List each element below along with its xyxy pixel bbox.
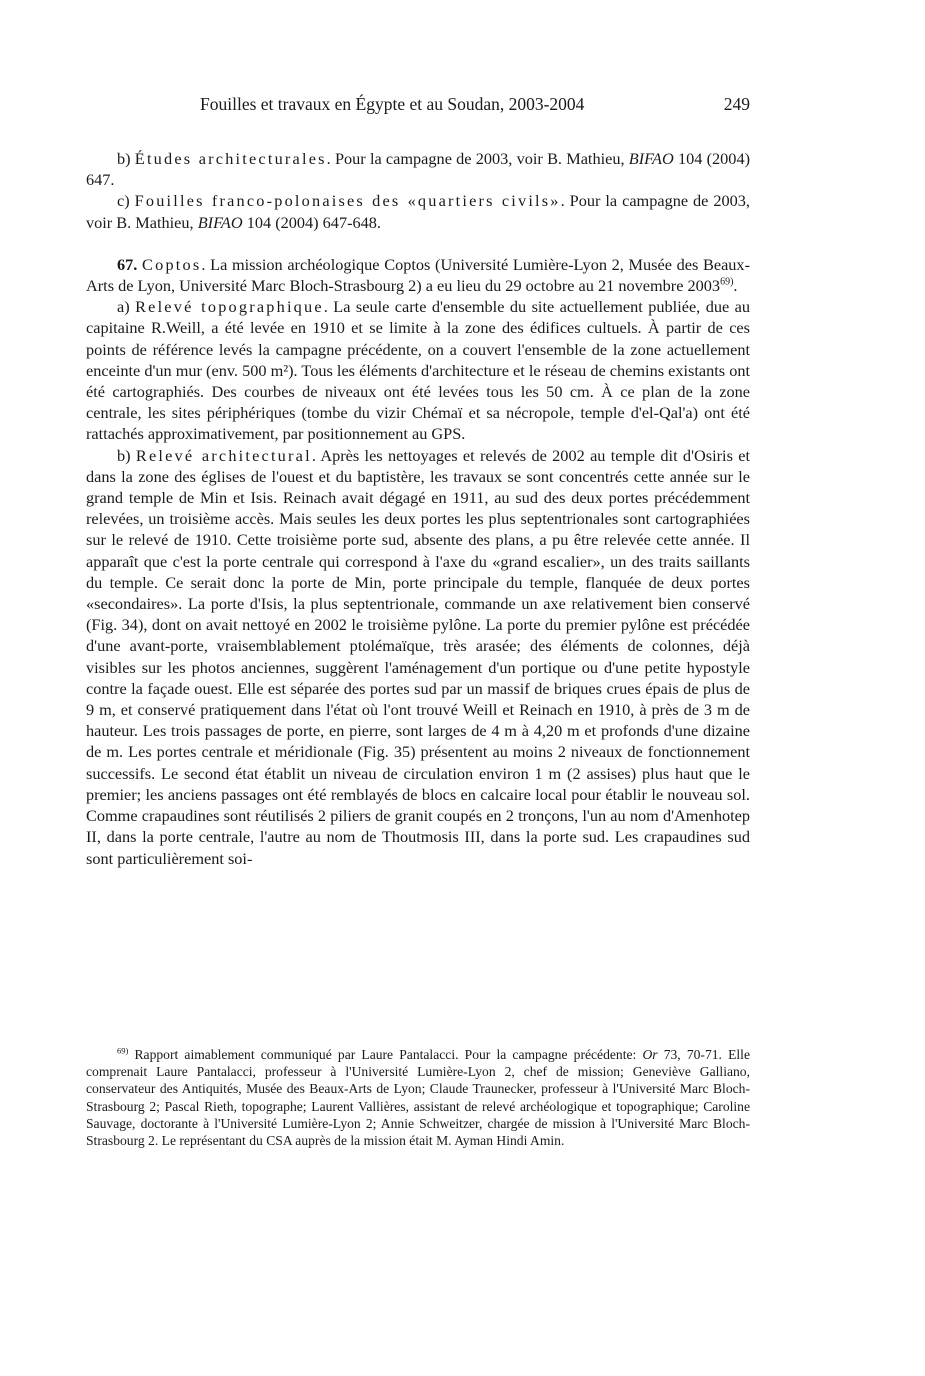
paragraph-text: 104 (2004) 647.	[86, 149, 751, 190]
paragraph-a-releve-topo	[86, 296, 750, 444]
site-name: Coptos	[142, 254, 202, 274]
journal-title: Or	[642, 1047, 658, 1062]
journal-title: BIFAO	[628, 149, 674, 168]
paragraph-coptos-intro	[86, 254, 750, 296]
spaced-heading: Relevé architectural	[135, 445, 312, 465]
spaced-heading: Relevé topographique	[135, 297, 324, 317]
footnote-reference: 69)	[720, 276, 734, 288]
footnote-69	[86, 1046, 750, 1149]
paragraph-text: . La mission archéologique Coptos (Université Lumière-Lyon 2, Musée des Beaux-Arts de Lyon, Université Marc Bloch-Strasbourg 2) a eu lieu du 29 octobre au 21 novembre 2003	[86, 254, 750, 296]
footnote-mark: 69)	[117, 1045, 129, 1056]
spaced-heading: Études architecturales	[134, 149, 327, 168]
paragraph-b-releve-archi	[86, 445, 750, 869]
footnote-text: Rapport aimablement communiqué par Laure Pantalacci. Pour la campagne précédente:	[128, 1047, 643, 1062]
paragraph-text: . Pour la campagne de 2003, voir B. Mathieu,	[326, 149, 629, 168]
paragraph-text: . Pour la campagne de 2003, voir B. Mathieu,	[86, 191, 750, 232]
footnotes	[86, 1046, 750, 1149]
paragraph-text: . La seule carte d'ensemble du site actuellement publiée, due au capitaine R.Weill, a été levée en 1910 et se limite à la zone des édifices cultuels. À partir de ces points de référence levés la campagne précédente, on a couvert l'ensemble de la zone actuellement enceinte d'un mur (env. 500 m²). Tous les éléments d'architecture et le réseau de chemins existants ont été cartographiés. Des courbes de niveaux ont été levées tous les 50 cm. À ce plan de la zone centrale, les sites périphériques (tombe du vizir Chémaï et sa nécropole, temple d'el-Qal'a) ont été rattachés approximativement, par positionnement au GPS.	[86, 297, 751, 444]
paragraph-text: .	[733, 276, 738, 296]
page-header	[118, 94, 750, 118]
item-label: a)	[117, 297, 136, 317]
page-number: 249	[723, 94, 750, 114]
running-title: Fouilles et travaux en Égypte et au Soudan, 2003-2004	[200, 94, 585, 114]
paragraph-b-etudes	[86, 148, 750, 190]
spaced-heading: Fouilles franco-polonaises des «quartiers civils»	[134, 191, 561, 211]
entry-number: 67.	[117, 254, 138, 274]
journal-title: BIFAO	[197, 212, 243, 232]
main-text	[86, 148, 750, 869]
paragraph-c-fouilles	[86, 190, 750, 232]
item-label: c)	[117, 191, 135, 211]
paragraph-text: 104 (2004) 647-648.	[242, 212, 381, 232]
footnote-text: 73, 70-71. Elle comprenait Laure Pantalacci, professeur à l'Université Lumière-Lyon 2, chef de mission; Geneviève Galliano, conservateur des Antiquités, Musée des Beaux-Arts de Lyon; Claude Traunecker, professeur à l'Université Marc Bloch-Strasbourg 2; Pascal Rieth, topographe; Laurent Vallières, assistant de relevé archéologique et topographique; Caroline Sauvage, doctorante à l'Université Lumière-Lyon 2; Annie Schweitzer, chargée de mission à l'Université Marc Bloch-Strasbourg 2. Le représentant du CSA auprès de la mission était M. Ayman Hindi Amin.	[86, 1047, 750, 1149]
paragraph-text: . Après les nettoyages et relevés de 2002 au temple dit d'Osiris et dans la zone des églises de l'ouest et du baptistère, les travaux se sont concentrés cette année sur le grand temple de Min et Isis. Reinach avait dégagé en 1911, au sud des deux portes précédemment relevées, un troisième accès. Mais seules les deux portes les plus septentrionales sont cartographiées sur le relevé de 1910. Cette troisième porte sud, absente des plans, a pu être relevée cette année. Il apparaît que c'est la porte centrale qui correspond à l'axe du «grand escalier», un des traits saillants du temple. Ce serait donc la porte de Min, porte principale du temple, flanquée de deux portes «secondaires». La porte d'Isis, la plus septentrionale, commande un axe relativement bien conservé (Fig. 34), dont on avait nettoyé en 2002 le troisième pylône. La porte du premier pylône est précédée d'une avant-porte, vraisemblablement ptolémaïque, très arasée; des éléments de colonnes, déjà visibles sur les photos anciennes, suggèrent l'aménagement d'un portique ou d'une petite hypostyle contre la façade ouest. Elle est séparée des portes sud par un massif de briques crues épais de plus de 9 m, et conservé pratiquement dans l'état où l'ont trouvé Weill et Reinach en 1910, à près de 3 m de hauteur. Les trois passages de porte, en pierre, sont larges de 4 m à 4,20 m et profonds d'une dizaine de m. Les portes centrale et méridionale (Fig. 35) présentent au moins 2 niveaux de fonctionnement successifs. Le second état établit un niveau de circulation environ 1 m (2 assises) plus haut que le premier; les anciens passages ont été remblayés de blocs en calcaire local pour établir le nouveau sol. Comme crapaudines sont réutilisés 2 piliers de granit coupés en 2 tronçons, l'un au nom d'Amenhotep II, dans la porte centrale, l'autre au nom de Thoutmosis III, dans la porte sud. Les crapaudines sud sont particulièrement soi-	[86, 445, 750, 868]
item-label: b)	[117, 149, 135, 168]
item-label: b)	[117, 445, 136, 465]
